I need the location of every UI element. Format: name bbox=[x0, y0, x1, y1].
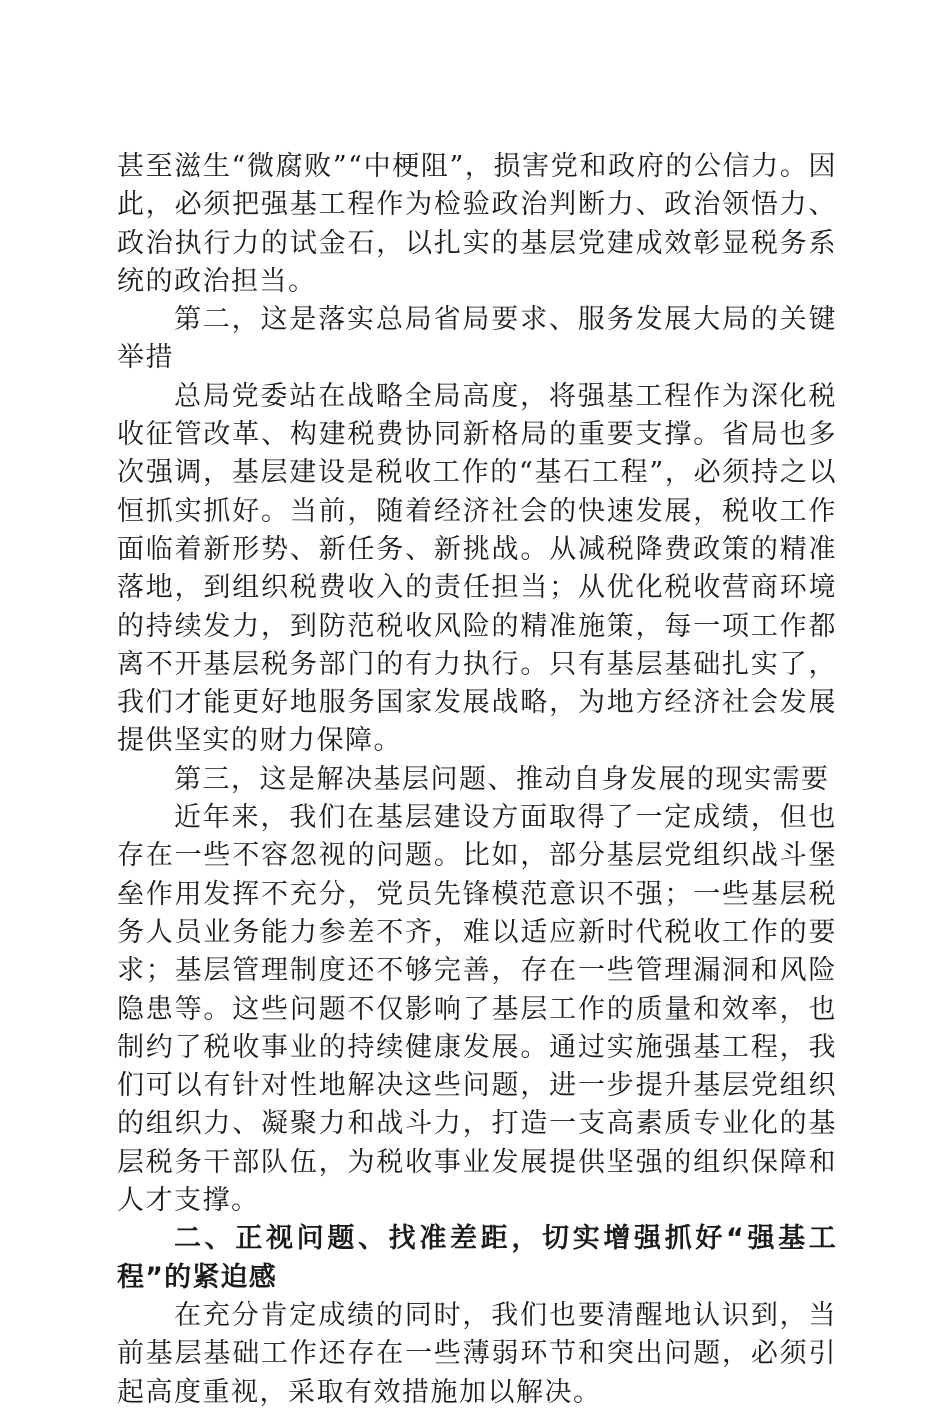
paragraph-body: 总局党委站在战略全局高度，将强基工程作为深化税收征管改革、构建税费协同新格局的重要支撑。省局也多次强调，基层建设是税收工作的“基石工程”，必须持之以恒抓实抓好。当前，随着经济社会的快速发展，税收工作面临着新形势、新任务、新挑战。从减税降费政策的精准落地，到组织税费收入的责任担当；从优化税收营商环境的持续发力，到防范税收风险的精准施策，每一项工作都离不开基层税务部门的有力执行。只有基层基础扎实了，我们才能更好地服务国家发展战略，为地方经济社会发展提供坚实的财力保障。 bbox=[117, 380, 837, 757]
section-heading: 二、正视问题、找准差距，切实增强抓好“强基工程”的紧迫感 bbox=[117, 1223, 837, 1293]
document-body bbox=[117, 148, 837, 1412]
subheading-second-point: 第二，这是落实总局省局要求、服务发展大局的关键举措 bbox=[117, 304, 837, 374]
subheading-third-point: 第三，这是解决基层问题、推动自身发展的现实需要 bbox=[174, 763, 830, 795]
paragraph-body: 近年来，我们在基层建设方面取得了一定成绩，但也存在一些不容忽视的问题。比如，部分基层党组织战斗堡垒作用发挥不充分，党员先锋模范意识不强；一些基层税务人员业务能力参差不齐，难以适应新时代税收工作的要求；基层管理制度还不够完善，存在一些管理漏洞和风险隐患等。这些问题不仅影响了基层工作的质量和效率，也制约了税收事业的持续健康发展。通过实施强基工程，我们可以有针对性地解决这些问题，进一步提升基层党组织的组织力、凝聚力和战斗力，打造一支高素质专业化的基层税务干部队伍，为税收事业发展提供坚强的组织保障和人才支撑。 bbox=[117, 802, 837, 1217]
paragraph-body: 在充分肯定成绩的同时，我们也要清醒地认识到，当前基层基础工作还存在一些薄弱环节和突出问题，必须引起高度重视，采取有效措施加以解决。 bbox=[117, 1299, 837, 1408]
paragraph-continued: 甚至滋生“微腐败”“中梗阻”，损害党和政府的公信力。因此，必须把强基工程作为检验政治判断力、政治领悟力、政治执行力的试金石，以扎实的基层党建成效彰显税务系统的政治担当。 bbox=[117, 151, 837, 297]
